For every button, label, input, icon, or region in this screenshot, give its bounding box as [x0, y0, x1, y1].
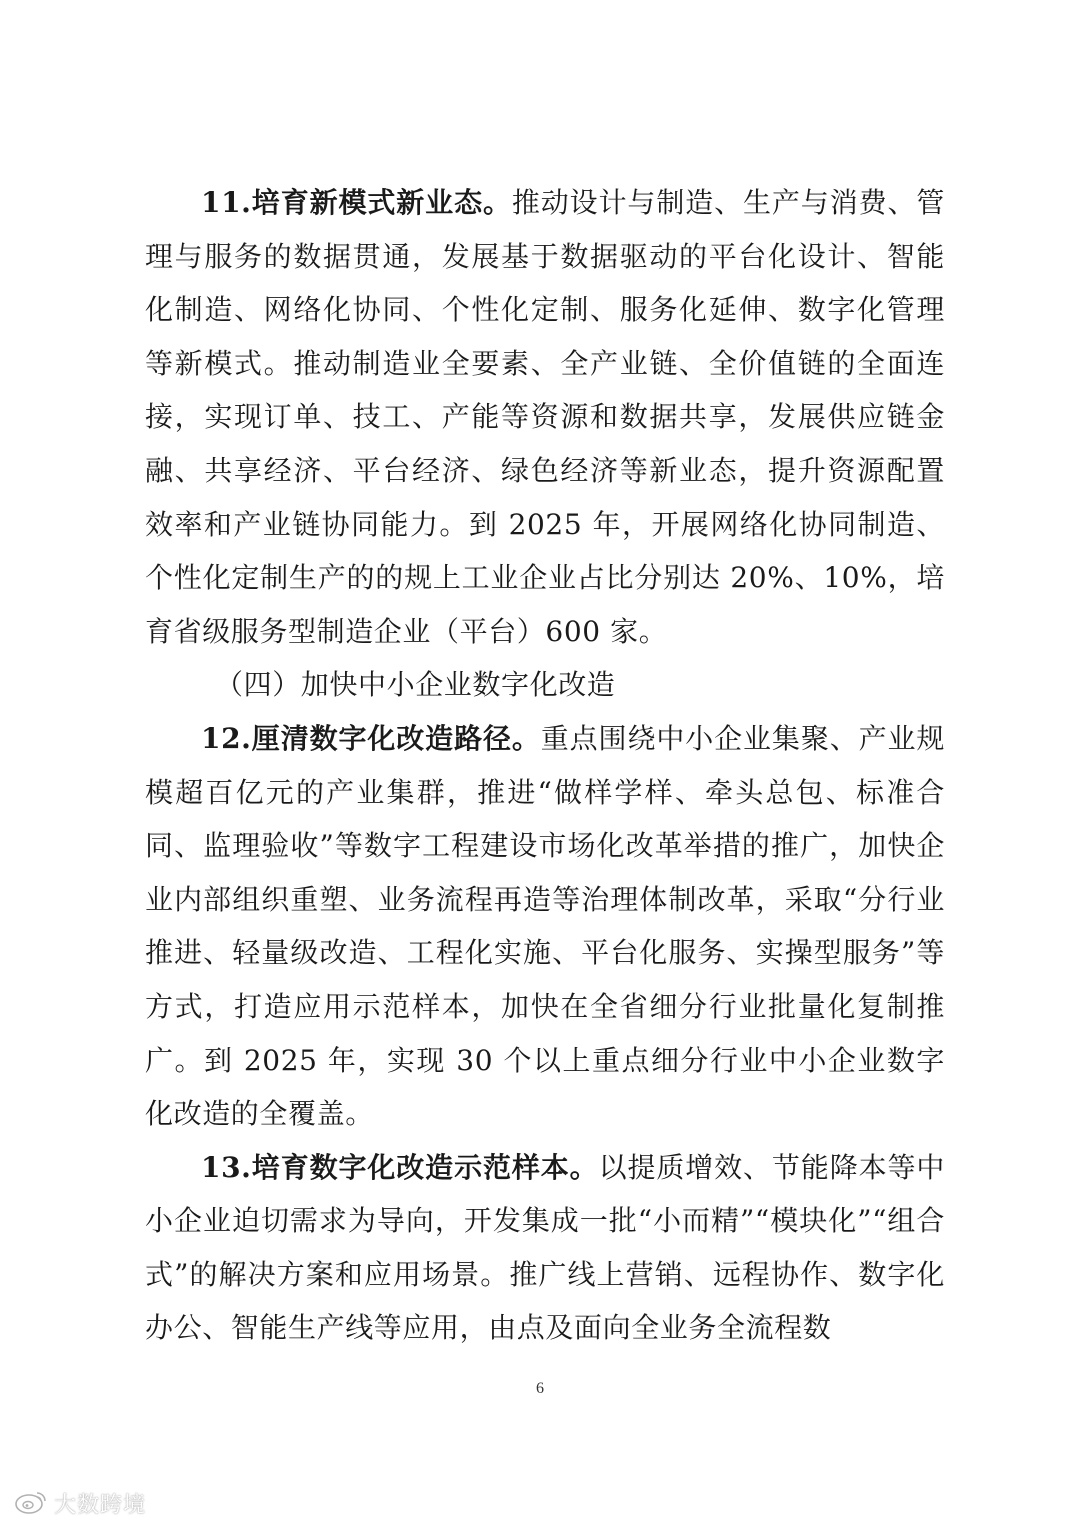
- paragraph-13: [145, 1141, 945, 1355]
- paragraph-lead: 13.培育数字化改造示范样本。: [201, 1150, 599, 1184]
- document-body: [145, 176, 945, 1355]
- paragraph-12: [145, 712, 945, 1141]
- paragraph-text: 推动设计与制造、生产与消费、管理与服务的数据贯通，发展基于数据驱动的平台化设计、智能化制造、网络化协同、个性化定制、服务化延伸、数字化管理等新模式。推动制造业全要素、全产业链、全价值链的全面连接，实现订单、技工、产能等资源和数据共享，发展供应链金融、共享经济、平台经济、绿色经济等新业态，提升资源配置效率和产业链协同能力。到 2025 年，开展网络化协同制造、个性化定制生产的的规上工业企业占比分别达 20%、10%，培育省级服务型制造企业（平台）600 家。: [145, 186, 945, 648]
- paragraph-lead: 12.厘清数字化改造路径。: [201, 721, 541, 755]
- paragraph-lead: 11.培育新模式新业态。: [201, 186, 512, 219]
- page-number: 6: [536, 1380, 544, 1397]
- watermark-text: 大数跨境: [54, 1493, 147, 1518]
- paragraph-11: [145, 176, 945, 658]
- watermark: [14, 1488, 146, 1519]
- paragraph-text: 重点围绕中小企业集聚、产业规模超百亿元的产业集群，推进“做样学样、牵头总包、标准合同、监理验收”等数字工程建设市场化改革举措的推广，加快企业内部组织重塑、业务流程再造等治理体制改革，采取“分行业推进、轻量级改造、工程化实施、平台化服务、实操型服务”等方式，打造应用示范样本，加快在全省细分行业批量化复制推广。到 2025 年，实现 30 个以上重点细分行业中小企业数字化改造的全覆盖。: [145, 721, 946, 1131]
- paragraph-text: 以提质增效、节能降本等中小企业迫切需求为导向，开发集成一批“小而精”“模块化”“组合式”的解决方案和应用场景。推广线上营销、远程协作、数字化办公、智能生产线等应用，由点及面向全业务全流程数: [145, 1150, 946, 1345]
- section-heading: （四）加快中小企业数字化改造: [215, 668, 616, 702]
- weibo-logo-icon: [14, 1489, 48, 1519]
